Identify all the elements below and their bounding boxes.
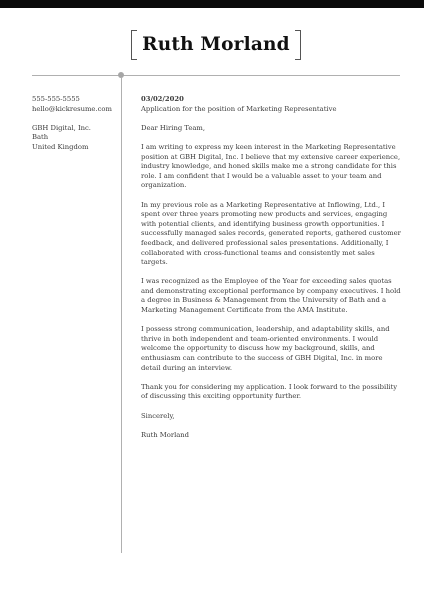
closing: Sincerely, xyxy=(141,411,175,420)
contact-sidebar xyxy=(32,95,116,153)
paragraph: I was recognized as the Employee of the Year for exceeding sales quotas and demonstrating exceptional performance by company executives. I hold a degree in Business & Management from the University of Bath and a Marketing Management Certificate from the AMA Institute. xyxy=(141,277,401,315)
phone-number: 555-555-5555 xyxy=(32,95,80,103)
letter-subject: Application for the position of Marketing Representative xyxy=(141,104,337,113)
recipient-country: United Kingdom xyxy=(32,142,89,151)
letter-date: 03/02/2020 xyxy=(141,95,184,103)
paragraph: Thank you for considering my application. I look forward to the possibility of discussing this exciting opportunity further. xyxy=(141,382,398,401)
recipient-company: GBH Digital, Inc. xyxy=(32,123,91,132)
right-bracket xyxy=(295,30,301,60)
recipient-city: Bath xyxy=(32,133,49,142)
signature: Ruth Morland xyxy=(141,430,190,439)
paragraph: In my previous role as a Marketing Representative at Inflowing, Ltd., I spent over three years promoting new products and services, engaging with potential clients, and identifying business growth opportunities. I successfully managed sales records, generated reports, gathered customer feedback, and delivered professional sales presentations. Additionally, I collaborated with cross-functional teams and consistently met sales targets. xyxy=(141,200,401,267)
paragraph: I am writing to express my keen interest in the Marketing Representative position at GBH Digital, Inc. I believe that my extensive career experience, industry knowledge, and honed skills make me a strong candidate for this role. I am confident that I would be a valuable asset to your team and organization. xyxy=(141,142,401,190)
vertical-divider xyxy=(121,78,122,553)
horizontal-divider xyxy=(32,75,400,76)
greeting: Dear Hiring Team, xyxy=(141,123,206,132)
applicant-name: Ruth Morland xyxy=(142,34,290,55)
name-header xyxy=(131,30,301,60)
letter-body xyxy=(141,95,403,450)
top-bar xyxy=(0,0,424,8)
paragraph: I possess strong communication, leadership, and adaptability skills, and thrive in both independent and team-oriented environments. I would welcome the opportunity to discuss how my background, skills, and enthusiasm can contribute to the success of GBH Digital, Inc. in more detail during an interview. xyxy=(141,325,390,372)
email-address: hello@kickresume.com xyxy=(32,104,112,113)
